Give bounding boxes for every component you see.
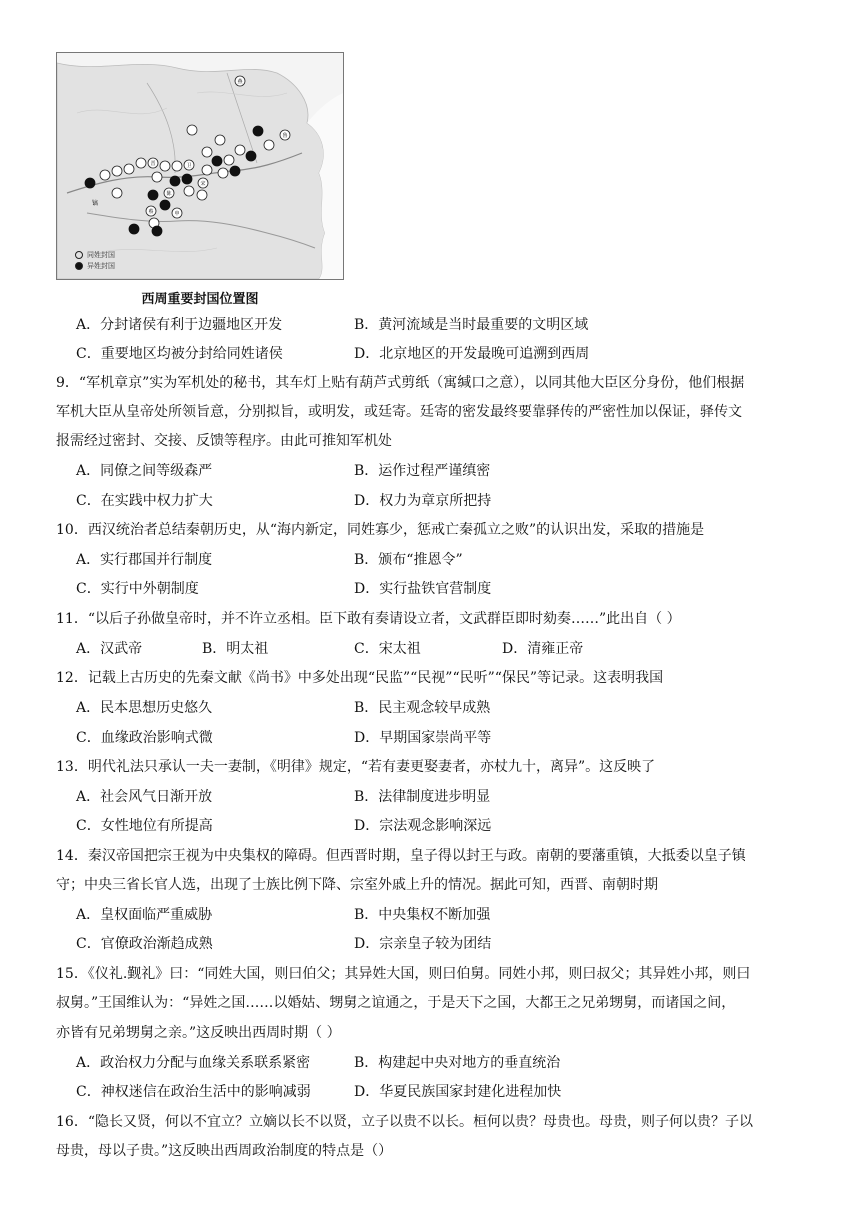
q11-option-d: D．清雍正帝 <box>502 641 584 657</box>
q8-option-d: D．北京地区的开发最晚可追溯到西周 <box>354 346 590 362</box>
q14-stem-line-2: 守；中央三省长官人选，出现了士族比例下降、宗室外戚上升的情况。据此可知，西晋、南朝时期 <box>56 877 658 893</box>
map-label-yan: 燕 <box>237 79 243 85</box>
q11-option-b: B．明太祖 <box>202 641 269 657</box>
state-marker-chu <box>152 226 162 236</box>
state-marker-lu <box>235 145 245 155</box>
q14-option-b: B．中央集权不断加强 <box>354 907 491 923</box>
q12-option-b: B．民主观念较早成熟 <box>354 700 491 716</box>
q9-stem-line-1: 9．“军机章京”实为军机处的秘书，其车灯上贴有葫芦式剪纸（寓缄口之意），以同其他大臣区分身份，他们根据 <box>56 375 745 391</box>
q16-stem-line-1: 16．“隐长又贤，何以不宜立？立嫡以长不以贤，立子以贵不以长。桓何以贵？母贵也。母贵，则子何以贵？子以 <box>56 1114 753 1130</box>
q13-stem: 13．明代礼法只承认一夫一妻制，《明律》规定，“若有妻更娶妻者，亦杖九十，离异”。这反映了 <box>56 759 656 775</box>
map-image <box>56 52 344 280</box>
q9-option-a: A．同僚之间等级森严 <box>76 463 213 479</box>
map-label-chen: 陈 <box>166 191 172 197</box>
fengguo-map-figure <box>56 52 344 307</box>
map-label-jin: 晋 <box>150 161 156 167</box>
map-label-zhou: 镐 <box>91 200 99 207</box>
state-marker-qi <box>253 126 263 136</box>
state-marker-w <box>187 125 197 135</box>
q14-stem-line-1: 14．秦汉帝国把宗王视为中央集权的障碍。但西晋时期，皇子得以封王与政。南朝的要藩重镇，大抵委以皇子镇 <box>56 848 746 864</box>
state-marker-o <box>182 174 192 184</box>
state-marker-f <box>230 166 240 176</box>
state-marker-h <box>160 161 170 171</box>
state-marker-v <box>215 135 225 145</box>
q14-option-a: A．皇权面临严重威胁 <box>76 907 213 923</box>
state-marker-s <box>160 200 170 210</box>
state-marker-c <box>212 156 222 166</box>
state-marker-l <box>100 170 110 180</box>
q10-option-c: C．实行中外朝制度 <box>76 581 199 597</box>
q15-stem-line-3: 亦皆有兄弟甥舅之亲。”这反映出西周时期（ ） <box>56 1025 341 1041</box>
state-marker-e <box>218 168 228 178</box>
state-marker-q <box>197 190 207 200</box>
q14-option-d: D．宗亲皇子较为团结 <box>354 936 492 952</box>
legend-different-surname-label: 异姓封国 <box>87 261 115 270</box>
q10-stem: 10．西汉统治者总结秦朝历史，从“海内新定，同姓寡少，惩戒亡秦孤立之败”的认识出发，采取的措施是 <box>56 522 705 538</box>
map-label-lu: 鲁 <box>282 133 288 139</box>
state-marker-m <box>152 172 162 182</box>
state-marker-d <box>202 165 212 175</box>
legend-same-surname-label: 同姓封国 <box>87 250 115 259</box>
q11-option-a: A．汉武帝 <box>76 641 143 657</box>
q9-option-c: C．在实践中权力扩大 <box>76 493 213 509</box>
map-label-cai: 蔡 <box>148 209 154 215</box>
q13-option-a: A．社会风气日渐开放 <box>76 789 213 805</box>
q13-option-b: B．法律制度进步明显 <box>354 789 491 805</box>
q12-option-d: D．早期国家崇尚平等 <box>354 730 492 746</box>
state-marker-g <box>172 161 182 171</box>
state-marker-u <box>129 224 139 234</box>
q9-option-d: D．权力为章京所把持 <box>354 493 492 509</box>
q12-stem: 12．记载上古历史的先秦文献《尚书》中多处出现“民监”“民视”“民听”“保民”等记录。这表明我国 <box>56 670 664 686</box>
q10-option-b: B．颁布“推恩令” <box>354 552 463 568</box>
q11-stem: 11．“以后子孙做皇帝时，并不许立丞相。臣下敢有奏请设立者，文武群臣即时劾奏……”此出自（ ） <box>56 611 681 627</box>
map-caption: 西周重要封国位置图 <box>141 292 259 307</box>
q16-stem-line-2: 母贵，母以子贵。”这反映出西周政治制度的特点是（） <box>56 1143 393 1159</box>
q15-option-b: B．构建起中央对地方的垂直统治 <box>354 1055 561 1071</box>
state-marker-j <box>124 164 134 174</box>
map-label-song: 宋 <box>200 181 206 187</box>
legend-different-surname-symbol <box>75 262 83 270</box>
state-marker-n <box>170 176 180 186</box>
q8-option-a: A．分封诸侯有利于边疆地区开发 <box>76 317 283 333</box>
state-marker-p <box>184 186 194 196</box>
q15-option-d: D．华夏民族国家封建化进程加快 <box>354 1084 562 1100</box>
state-marker-zhou <box>112 188 122 198</box>
state-marker-y <box>202 147 212 157</box>
state-marker-a <box>246 151 256 161</box>
q14-option-c: C．官僚政治渐趋成熟 <box>76 936 213 952</box>
q13-option-d: D．宗法观念影响深远 <box>354 818 492 834</box>
q10-option-a: A．实行郡国并行制度 <box>76 552 213 568</box>
q15-stem-line-1: 15．《仪礼.觐礼》曰：“同姓大国，则曰伯父；其异姓大国，则曰伯舅。同姓小邦，则曰叔父；其异姓小邦，则曰 <box>56 966 751 982</box>
map-label-shen: 申 <box>174 211 180 217</box>
map-legend <box>75 249 115 271</box>
q8-option-b: B．黄河流域是当时最重要的文明区域 <box>354 317 589 333</box>
q9-stem-line-3: 报需经过密封、交接、反馈等程序。由此可推知军机处 <box>56 433 392 449</box>
q9-stem-line-2: 军机大臣从皇帝处所领旨意，分别拟旨，或明发，或廷寄。廷寄的密发最终要靠驿传的严密性加以保证，驿传文 <box>56 404 742 420</box>
state-marker-r <box>148 190 158 200</box>
state-marker-k <box>112 166 122 176</box>
q8-option-c: C．重要地区均被分封给同姓诸侯 <box>76 346 283 362</box>
q13-option-c: C．女性地位有所提高 <box>76 818 213 834</box>
legend-same-surname-symbol <box>75 251 83 259</box>
q10-option-d: D．实行盐铁官营制度 <box>354 581 492 597</box>
state-marker-i <box>136 158 146 168</box>
state-marker-x <box>264 140 274 150</box>
state-markers <box>57 53 343 279</box>
state-marker-b <box>224 155 234 165</box>
q12-option-c: C．血缘政治影响式微 <box>76 730 213 746</box>
q9-option-b: B．运作过程严谨缜密 <box>354 463 491 479</box>
state-marker-qin <box>85 178 95 188</box>
map-label-wei: 卫 <box>186 163 192 169</box>
q12-option-a: A．民本思想历史悠久 <box>76 700 213 716</box>
q15-option-a: A．政治权力分配与血缘关系联系紧密 <box>76 1055 311 1071</box>
q11-option-c: C．宋太祖 <box>354 641 421 657</box>
q15-option-c: C．神权迷信在政治生活中的影响减弱 <box>76 1084 311 1100</box>
q15-stem-line-2: 叔舅。”王国维认为：“异姓之国……以婚姑、甥舅之谊通之，于是天下之国，大都王之兄弟甥舅，而诸国之间， <box>56 995 736 1011</box>
